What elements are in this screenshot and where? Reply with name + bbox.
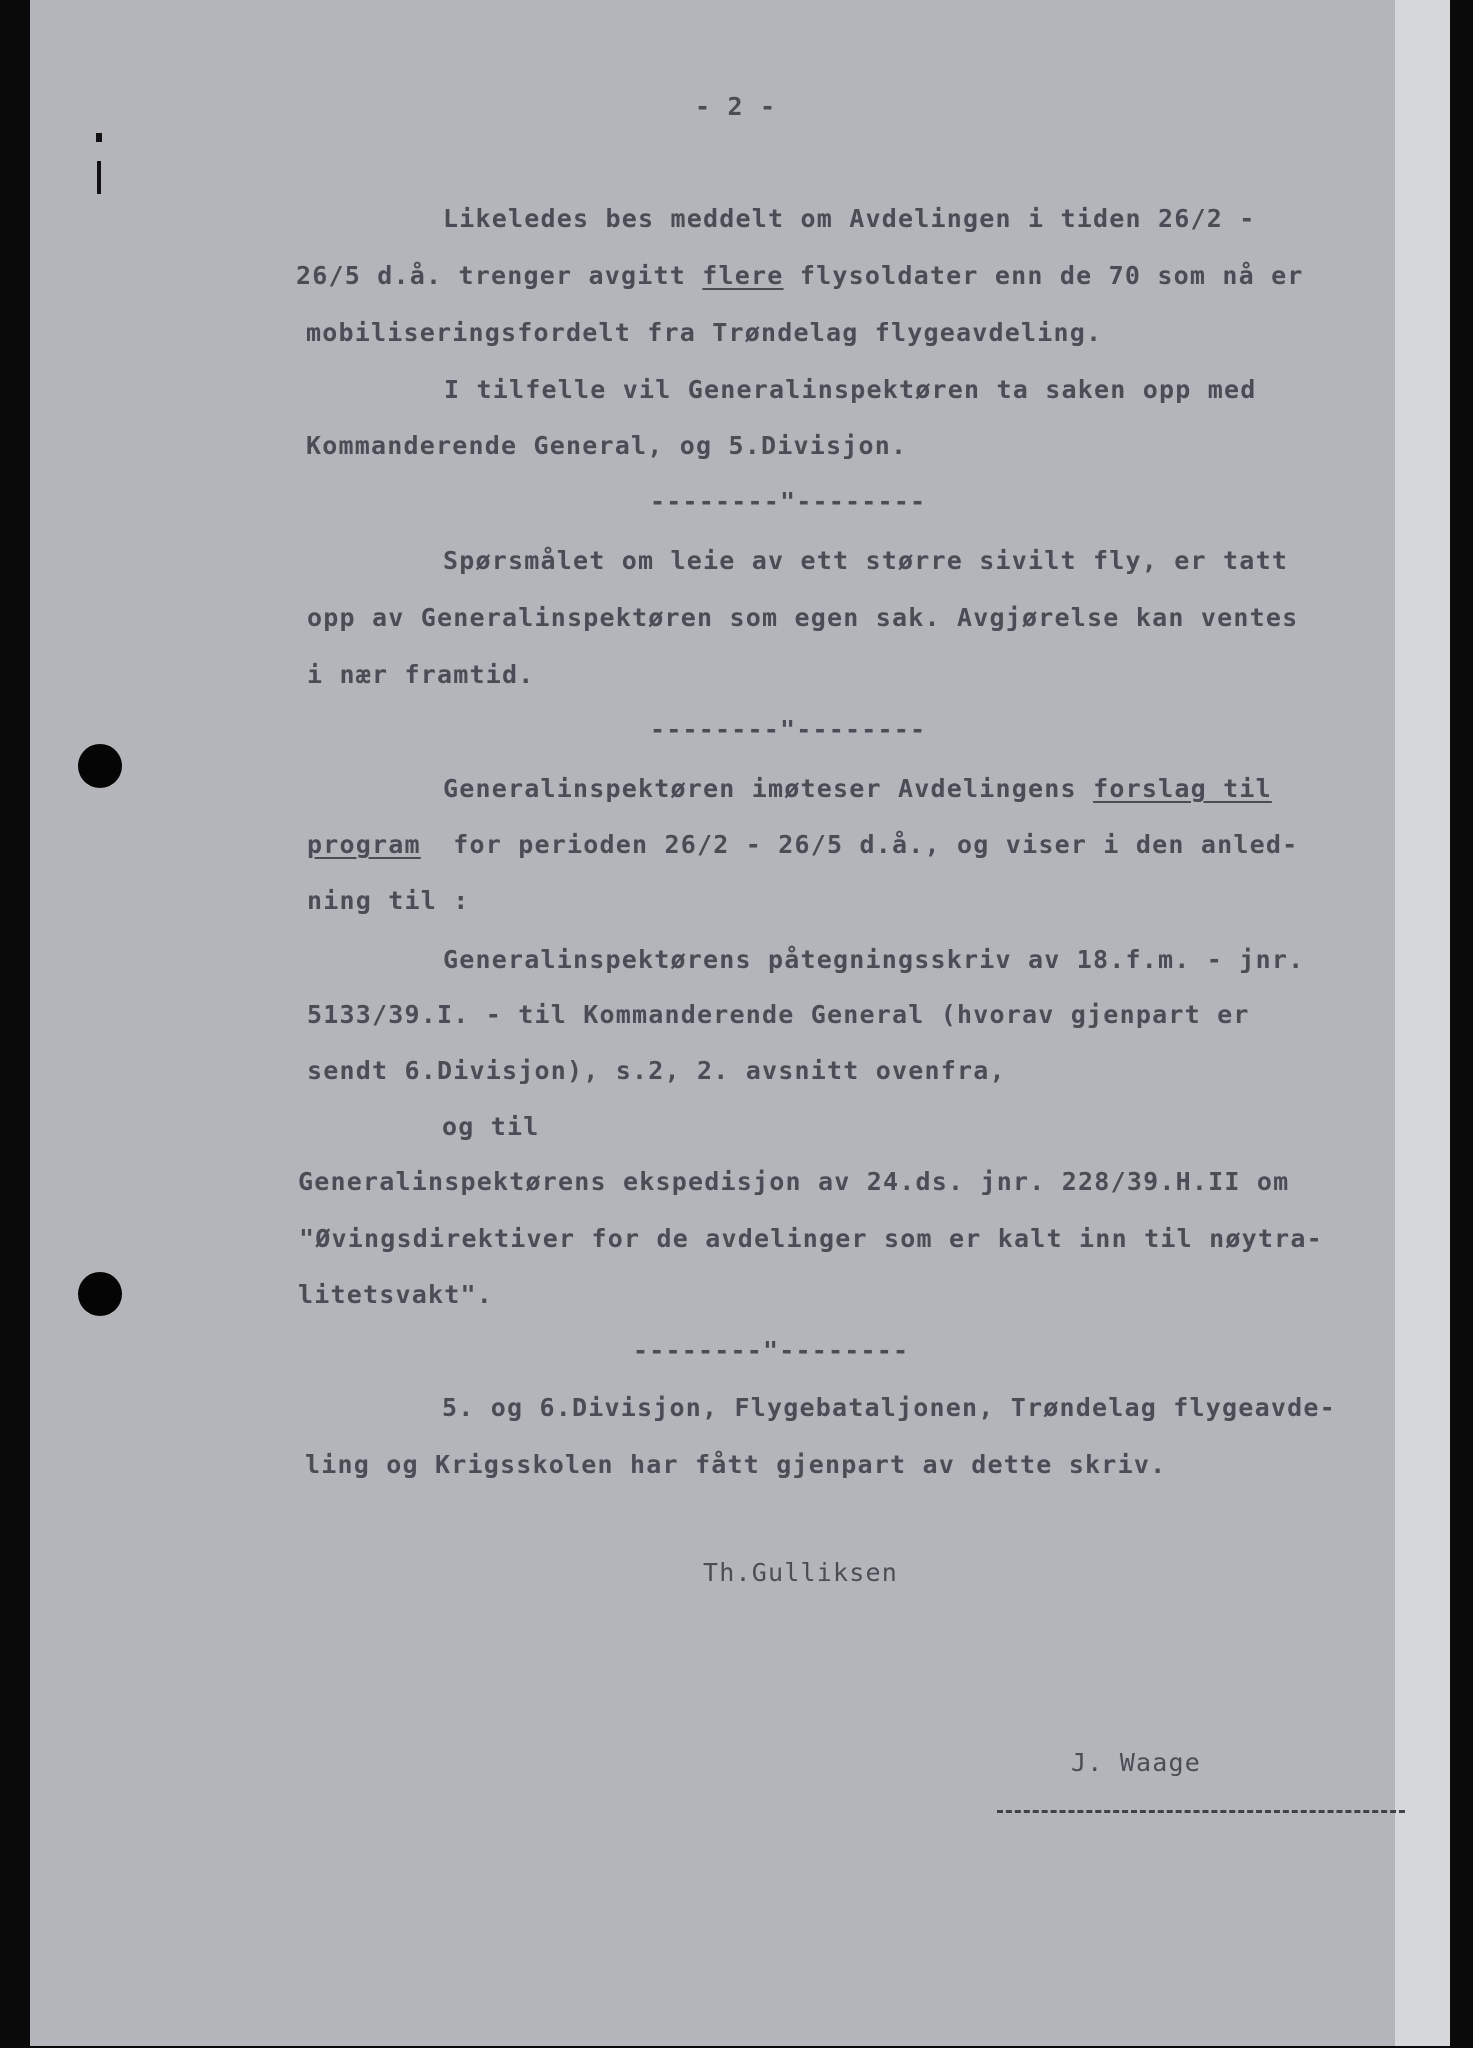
- text-run: for perioden 26/2 - 26/5 d.å., og viser i den anled-: [420, 830, 1299, 859]
- text-run: 26/5 d.å. trenger avgitt: [296, 261, 703, 290]
- underlined-text: flere: [702, 261, 784, 290]
- signature-name: J. Waage: [1071, 1748, 1202, 1777]
- text-line: ning til :: [307, 886, 470, 915]
- margin-mark-top: [96, 133, 102, 142]
- paper-edge-strip: [1395, 0, 1450, 2046]
- margin-mark-bar: [97, 161, 101, 194]
- text-line: 5. og 6.Divisjon, Flygebataljonen, Trøndelag flygeavde-: [442, 1393, 1336, 1422]
- text-line: og til: [442, 1112, 540, 1141]
- text-line: sendt 6.Divisjon), s.2, 2. avsnitt ovenfra,: [307, 1056, 1006, 1085]
- text-line: mobiliseringsfordelt fra Trøndelag flygeavdeling.: [306, 318, 1103, 347]
- separator: --------"--------: [650, 487, 927, 516]
- text-line: Generalinspektørens ekspedisjon av 24.ds. jnr. 228/39.H.II om: [298, 1167, 1290, 1196]
- text-line: [296, 261, 1304, 291]
- underlined-text: program: [307, 830, 421, 859]
- text-run: flysoldater enn de 70 som nå er: [783, 261, 1304, 290]
- text-line: Kommanderende General, og 5.Divisjon.: [306, 431, 908, 460]
- punch-hole-lower: [78, 1272, 122, 1316]
- text-line: 5133/39.I. - til Kommanderende General (hvorav gjenpart er: [307, 1000, 1250, 1029]
- page-number: - 2 -: [695, 92, 777, 121]
- signature-line: [997, 1810, 1405, 1813]
- text-line: [443, 774, 1272, 804]
- separator: --------"--------: [633, 1336, 910, 1365]
- text-line: Generalinspektørens påtegningsskriv av 18.f.m. - jnr.: [443, 945, 1305, 974]
- punch-hole-upper: [78, 744, 122, 788]
- text-line: Likeledes bes meddelt om Avdelingen i tiden 26/2 -: [443, 204, 1256, 233]
- text-line: litetsvakt".: [298, 1280, 494, 1309]
- text-line: [307, 830, 1298, 860]
- text-run: Generalinspektøren imøteser Avdelingens: [443, 774, 1094, 803]
- document-page: [30, 0, 1450, 2046]
- text-line: "Øvingsdirektiver for de avdelinger som er kalt inn til nøytra-: [299, 1224, 1323, 1253]
- signature-name: Th.Gulliksen: [703, 1558, 899, 1587]
- text-line: i nær framtid.: [307, 660, 535, 689]
- text-line: opp av Generalinspektøren som egen sak. Avgjørelse kan ventes: [307, 603, 1299, 632]
- text-line: I tilfelle vil Generalinspektøren ta saken opp med: [444, 375, 1257, 404]
- separator: --------"--------: [650, 715, 927, 744]
- underlined-text: forslag til: [1093, 774, 1272, 803]
- text-line: ling og Krigsskolen har fått gjenpart av dette skriv.: [305, 1450, 1167, 1479]
- text-line: Spørsmålet om leie av ett større sivilt fly, er tatt: [443, 546, 1289, 575]
